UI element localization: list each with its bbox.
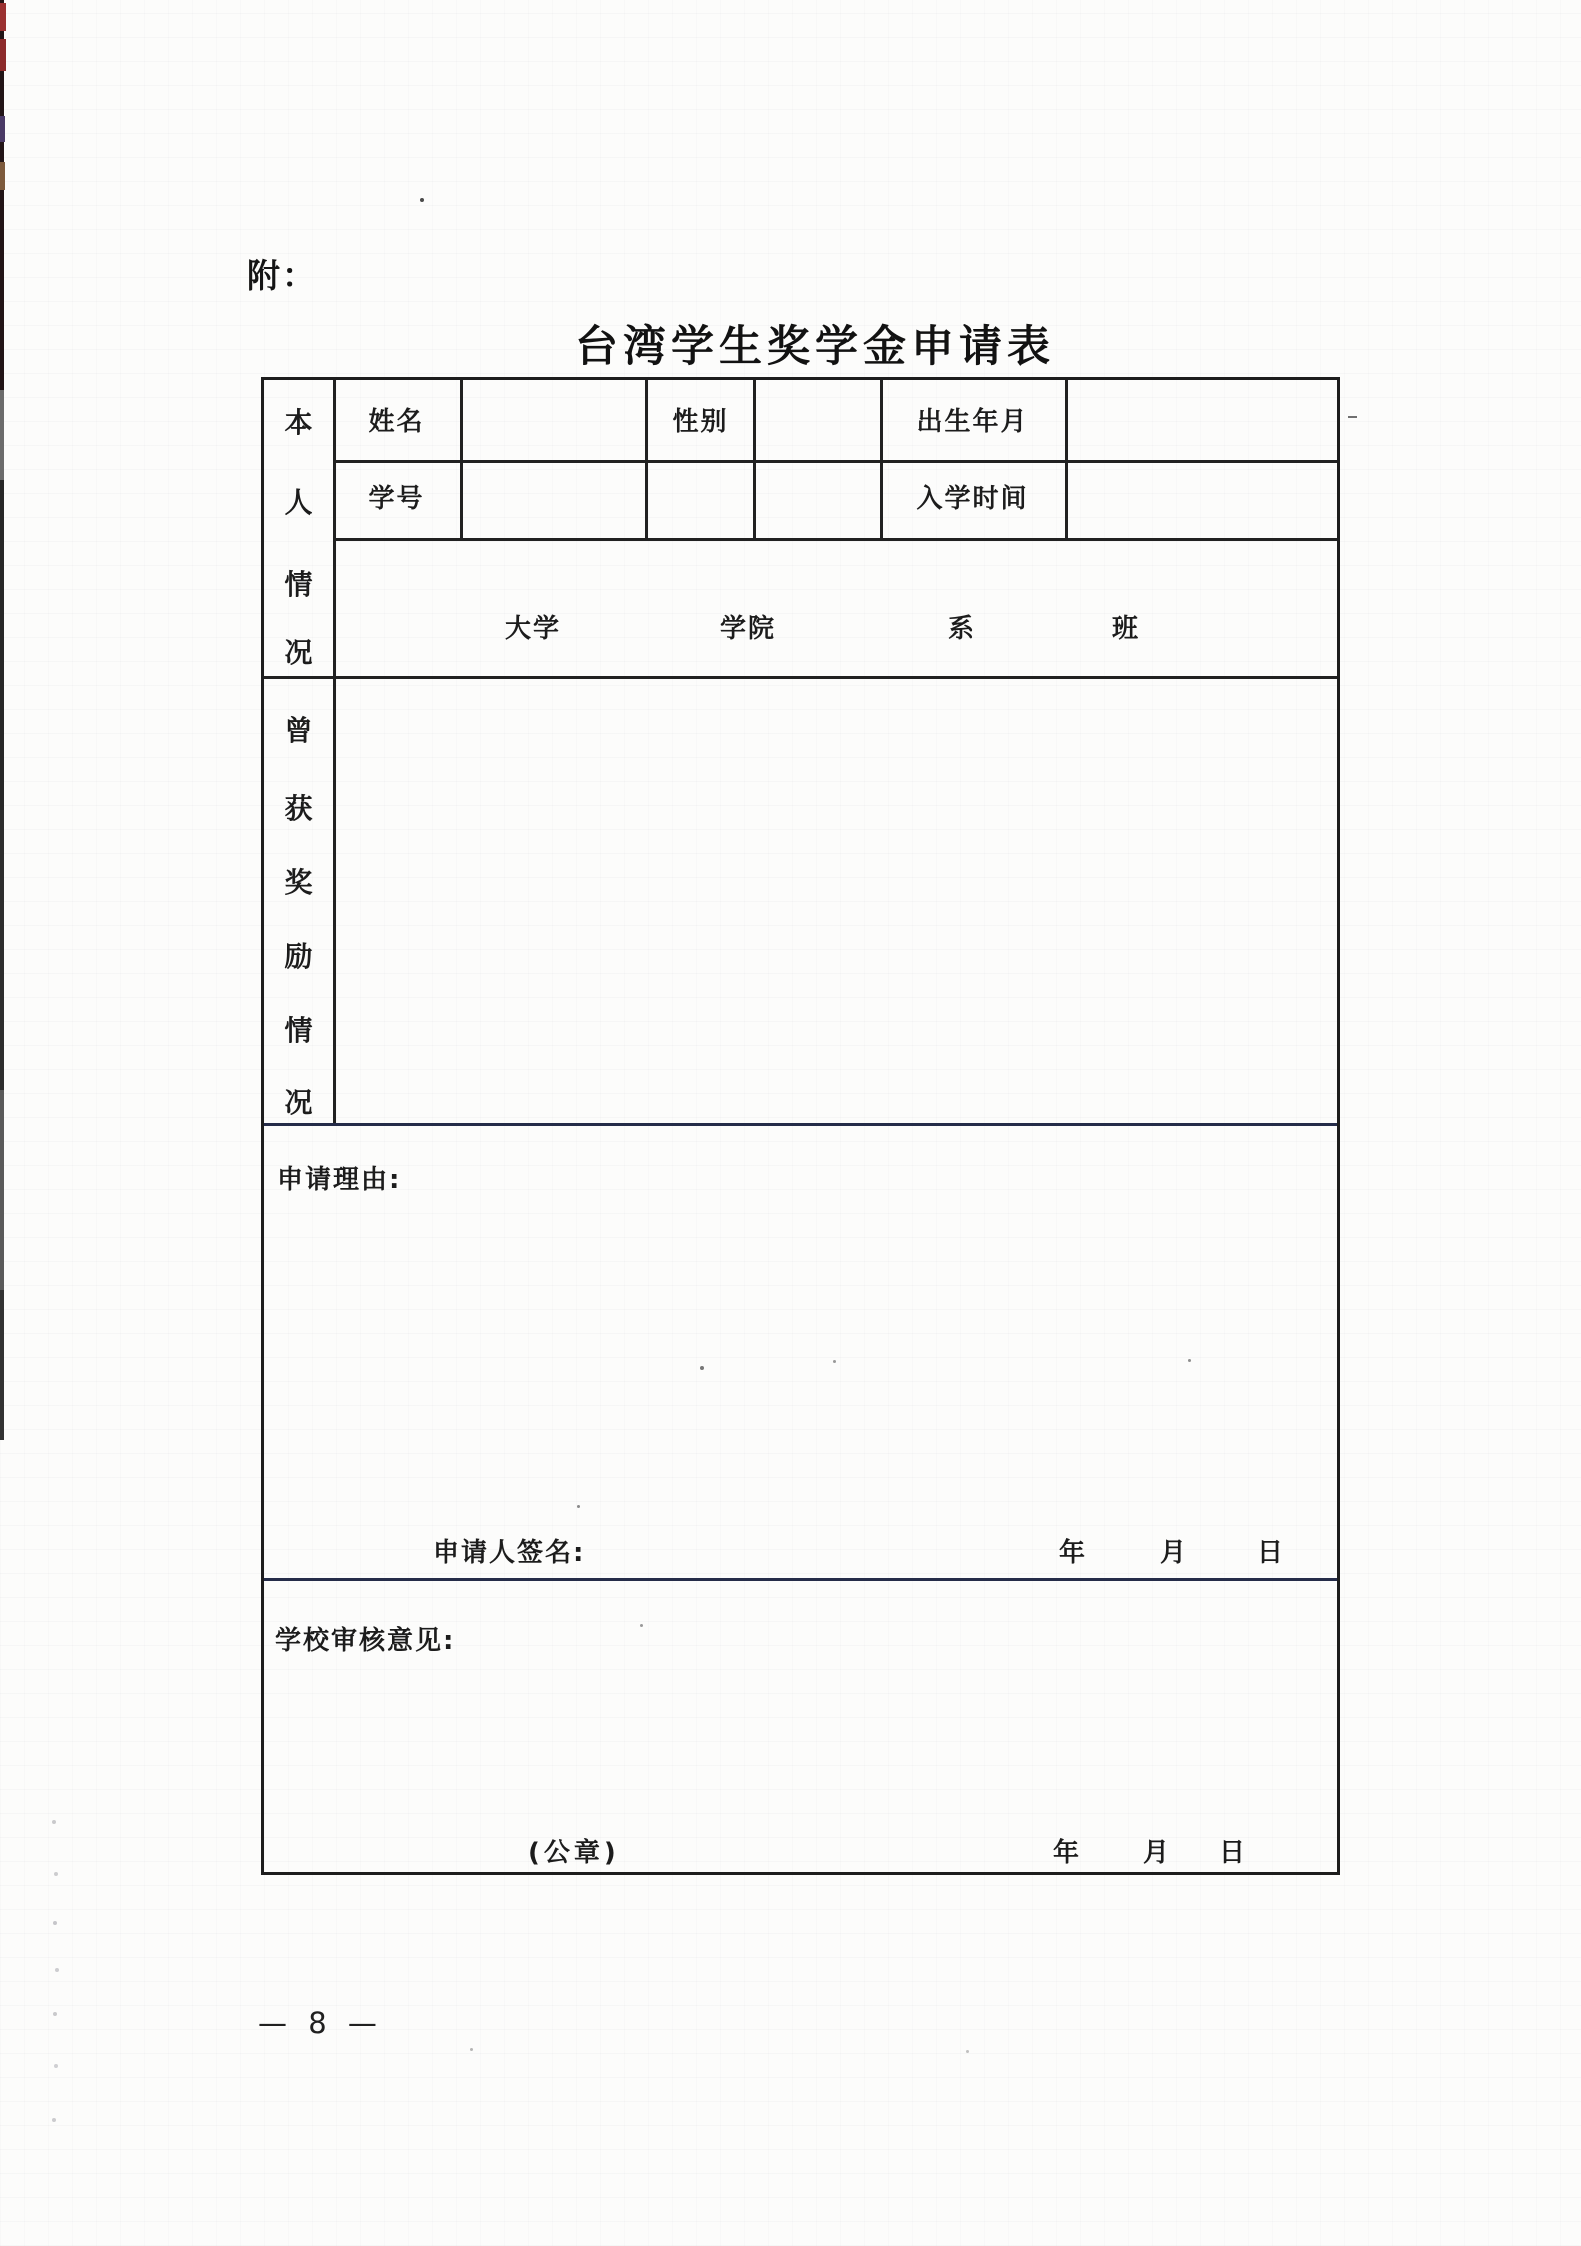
scan-edge-artifact-gray-1 [0, 390, 4, 480]
grid-line-row2 [333, 538, 1337, 541]
college-label: 学院 [720, 614, 777, 644]
applicant-signature-label: 申请人签名: [433, 1538, 586, 1568]
identity-header-char-2: 人 [284, 486, 313, 519]
gender-label: 性别 [672, 407, 729, 437]
scan-speck [52, 1820, 56, 1824]
enrollment-time-label: 入学时间 [916, 484, 1029, 514]
scan-speck [420, 198, 424, 202]
scan-edge-artifact-purple [0, 116, 5, 142]
gender-value-cell [756, 380, 880, 460]
awards-header-char-6: 况 [284, 1086, 313, 1119]
school-review-label: 学校审核意见: [275, 1626, 456, 1656]
scan-speck [1348, 416, 1357, 418]
awards-header-char-2: 获 [284, 792, 313, 825]
scan-edge-artifact-red-dash-2 [0, 39, 6, 71]
scan-speck [53, 2012, 57, 2016]
scan-speck [53, 1921, 57, 1925]
student-id-label: 学号 [368, 484, 425, 514]
scan-edge-artifact-gray-2 [0, 1090, 4, 1290]
scan-speck [54, 1872, 58, 1876]
signature-month-label: 月 [1160, 1538, 1189, 1568]
school-review-content-area [264, 1581, 1337, 1872]
scan-speck [52, 2118, 56, 2122]
birth-date-value-cell [1068, 380, 1337, 460]
scan-edge-artifact-dark-2 [0, 810, 4, 1090]
scan-edge-artifact-red-dash-1 [0, 3, 6, 31]
awards-header-char-3: 奖 [284, 866, 313, 899]
identity-header-char-1: 本 [284, 406, 313, 439]
review-day-label: 日 [1219, 1838, 1248, 1868]
university-label: 大学 [505, 614, 562, 644]
student-id-value-cell [463, 463, 645, 538]
review-year-label: 年 [1053, 1838, 1082, 1868]
awards-header-char-5: 情 [284, 1014, 313, 1047]
department-label: 系 [948, 614, 977, 644]
scan-edge-artifact-orange [0, 162, 5, 190]
scan-speck [833, 1360, 836, 1363]
birth-date-label: 出生年月 [916, 407, 1029, 437]
identity-header-char-3: 情 [284, 568, 313, 601]
scan-speck [966, 2050, 969, 2053]
page-number: — 8 — [258, 2006, 383, 2040]
scan-speck [577, 1505, 580, 1508]
awards-header-char-1: 曾 [284, 714, 313, 747]
name-label: 姓名 [368, 407, 425, 437]
grid-line-col-b [645, 380, 648, 538]
name-value-cell [463, 380, 645, 460]
awards-header-char-4: 励 [284, 940, 313, 973]
scan-speck [55, 1968, 59, 1972]
scan-speck [700, 1366, 704, 1370]
application-reason-content-area [264, 1126, 1337, 1578]
scan-speck [1188, 1359, 1191, 1362]
page-title: 台湾学生奖学金申请表 [575, 322, 1055, 372]
scan-edge-artifact-dark-3 [0, 1290, 4, 1440]
scan-speck [470, 2048, 473, 2051]
signature-year-label: 年 [1059, 1538, 1088, 1568]
review-month-label: 月 [1143, 1838, 1172, 1868]
official-seal-label: (公章) [528, 1838, 620, 1868]
class-label: 班 [1112, 614, 1141, 644]
enrollment-value-cell [1068, 463, 1337, 538]
application-reason-label: 申请理由: [277, 1165, 402, 1195]
scan-speck [54, 2064, 58, 2068]
identity-header-char-4: 况 [284, 636, 313, 669]
signature-day-label: 日 [1257, 1538, 1286, 1568]
scan-speck [640, 1624, 643, 1627]
scan-edge-artifact-dark-1 [0, 480, 4, 810]
awards-content-cell [336, 679, 1337, 1123]
application-form-table [261, 377, 1340, 1875]
attachment-label: 附： [247, 256, 317, 295]
